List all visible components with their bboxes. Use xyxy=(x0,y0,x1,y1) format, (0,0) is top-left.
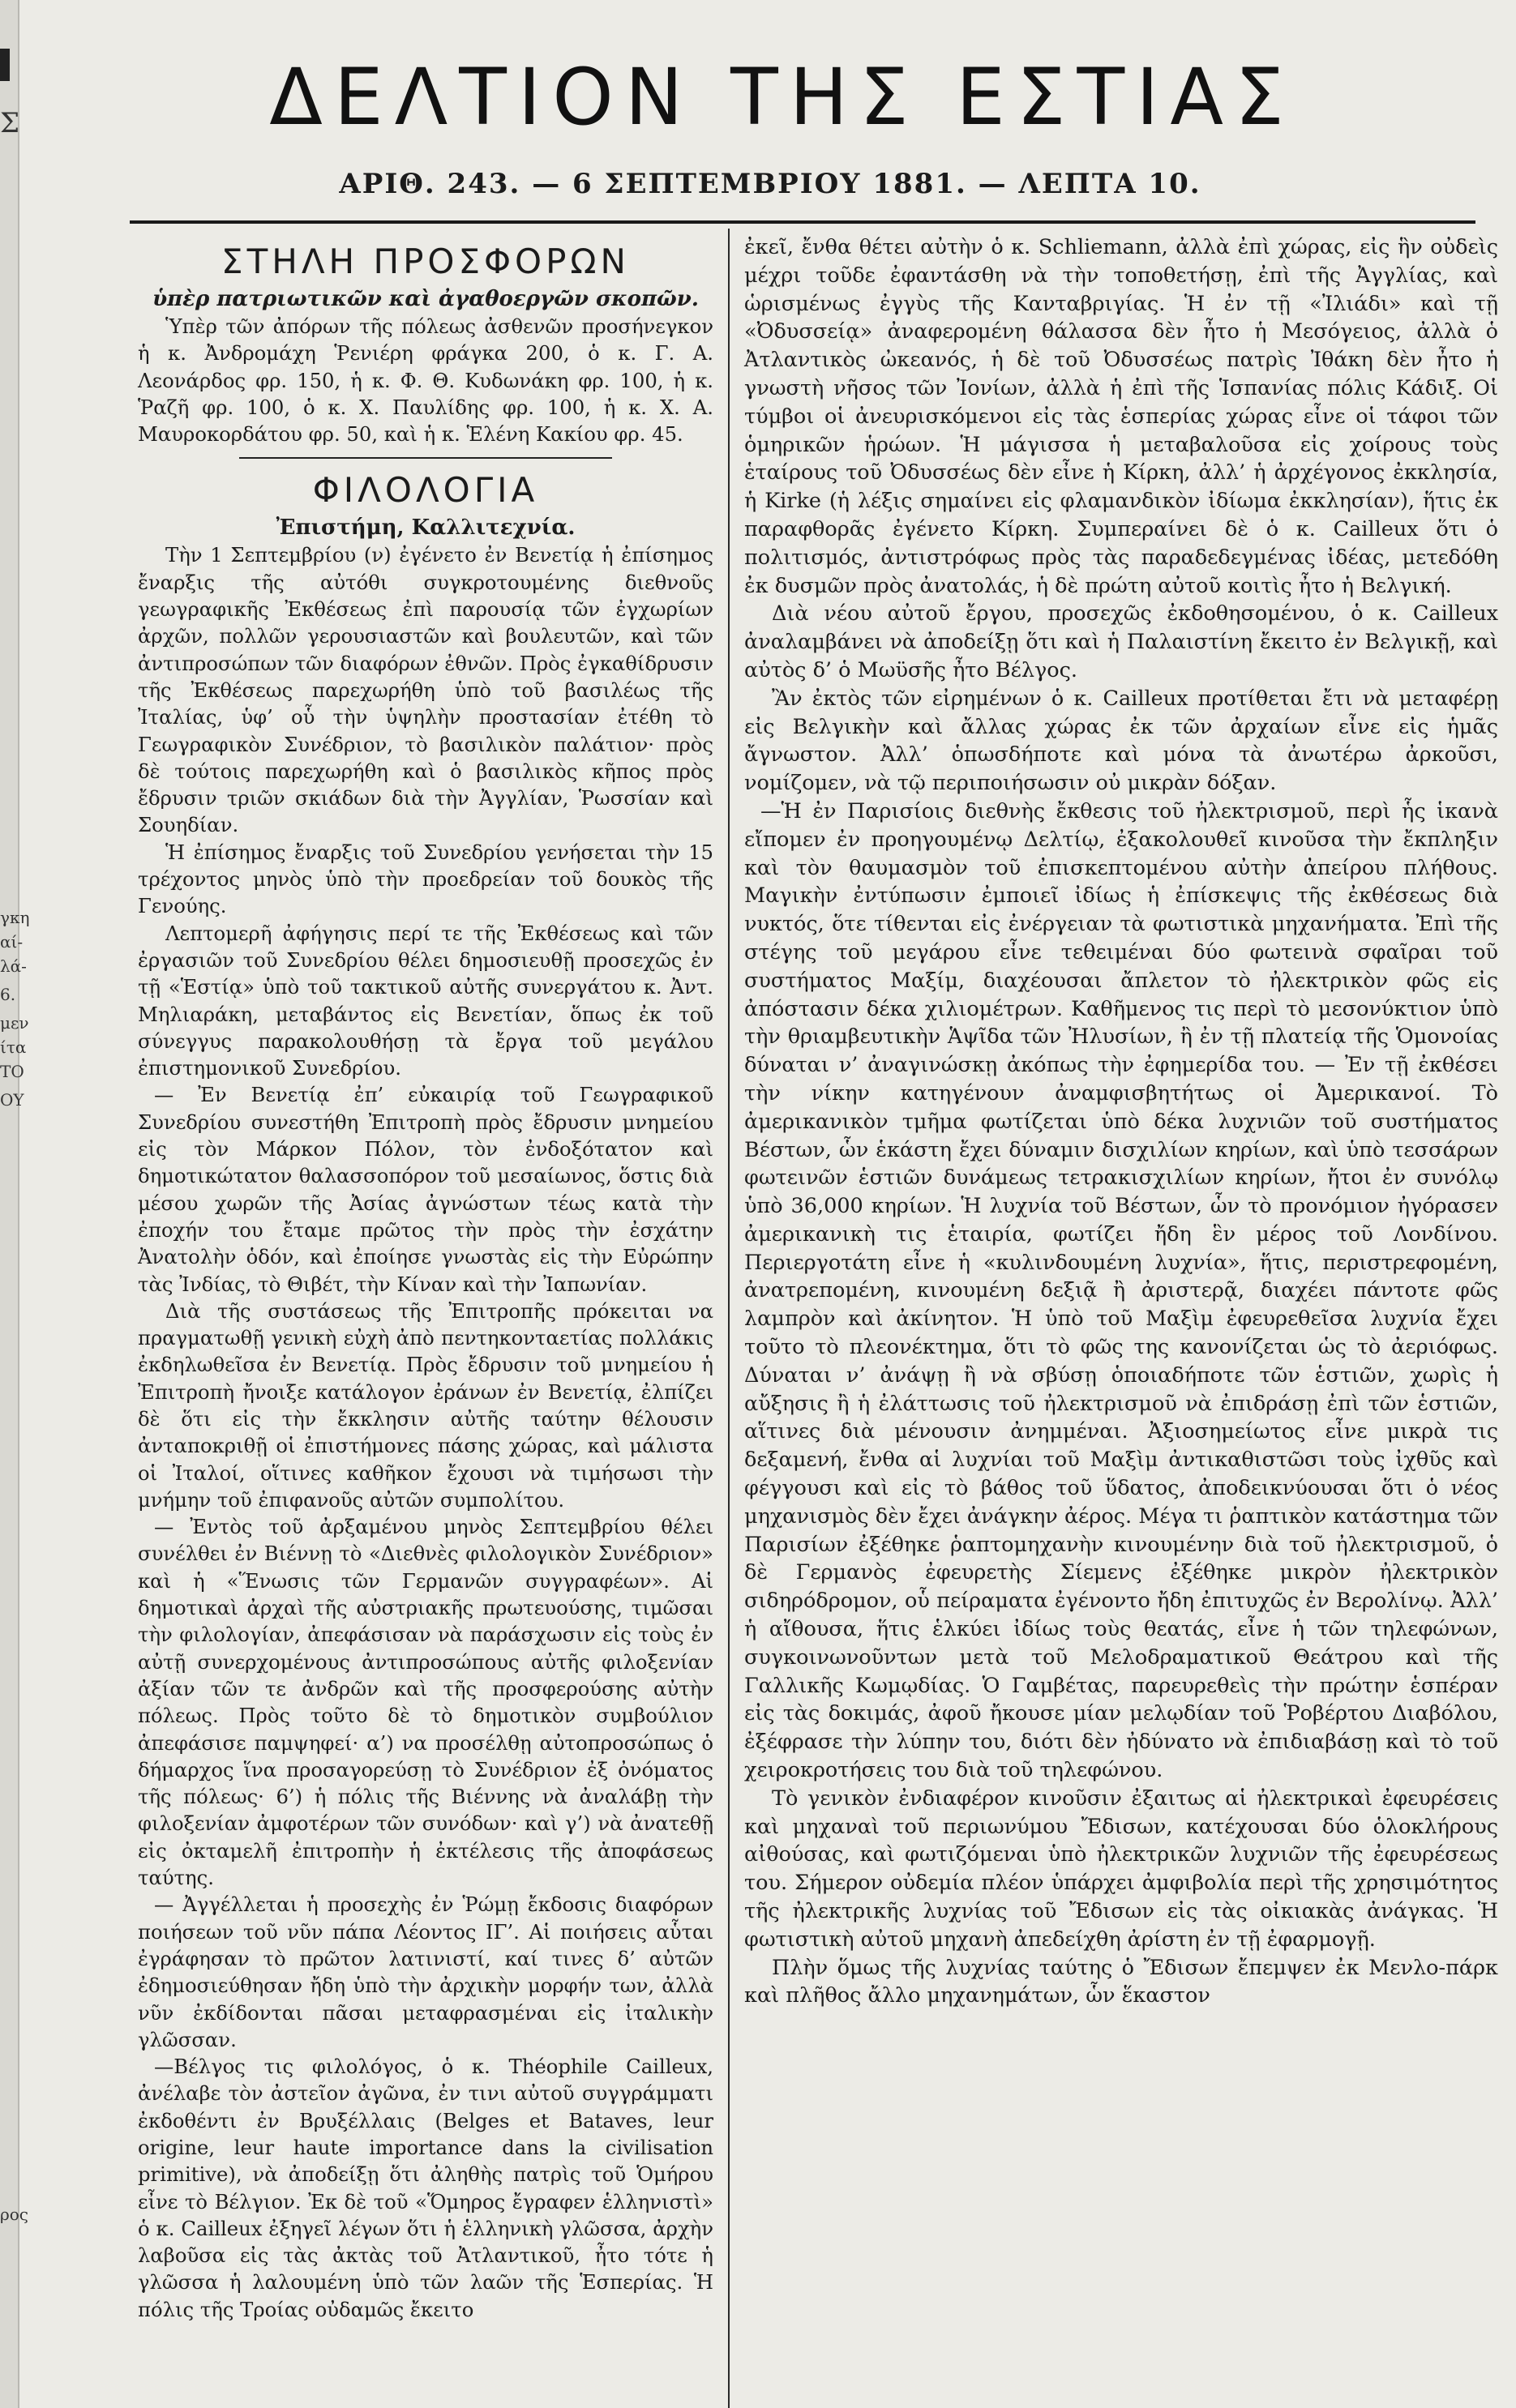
margin-fragment: ρος xyxy=(0,2205,28,2224)
article-paragraph: Διὰ τῆς συστάσεως τῆς Ἐπιτροπῆς πρόκειται να πραγματωθῇ γενικὴ εὐχὴ ἀπὸ πεντηκονταετίας πολλάκις ἐκδηλωθεῖσα ἐν Βενετίᾳ. Πρὸς ἔδρυσιν τοῦ μνημείου ἡ Ἐπιτροπὴ ἤνοιξε κατάλογον ἐράνων ἐν Βενετίᾳ, ἐλπίζει δὲ ὅτι εἰς τὴν ἔκκλησιν αὐτῆς ταύτην θέλουσιν ἀνταποκριθῇ οἱ ἐπιστήμονες πάσης χώρας, καὶ μάλιστα οἱ Ἰταλοί, οἵτινες καθῆκον ἔχουσι νὰ τιμήσωσι τὴν μνήμην τοῦ ἐπιφανοῦς αὐτῶν συμπολίτου. xyxy=(138,1298,713,1512)
article-paragraph: — Ἀγγέλλεται ἡ προσεχὴς ἐν Ῥώμῃ ἔκδοσις διαφόρων ποιήσεων τοῦ νῦν πάπα Λέοντος ΙΓ’. Αἱ ποιήσεις αὗται ἐγράφησαν τὸ πρῶτον λατινιστί, καί τινες δ’ αὐτῶν ἐδημοσιεύθησαν ἤδη ὑπὸ τὴν ἀρχικὴν μορφήν των, ἀλλὰ νῦν ἐκδίδονται πᾶσαι μεταφρασμέναι εἰς ἰταλικὴν γλῶσσαν. xyxy=(138,1893,713,2051)
article-paragraph: — Ἐν Βενετίᾳ ἐπ’ εὐκαιρίᾳ τοῦ Γεωγραφικοῦ Συνεδρίου συνεστήθη Ἐπιτροπὴ πρὸς ἔδρυσιν μνημείου εἰς τὸν Μάρκον Πόλον, τὸν ἐνδοξότατον καὶ δημοτικώτατον θαλασσοπόρον τοῦ μεσαίωνος, ὅστις διὰ μέσου χωρῶν τῆς Ἀσίας ἀγνώστων τέως κατὰ τὴν ἐποχήν του ἔταμε πρῶτος τὴν πρὸς τὴν ἐσχάτην Ἀνατολὴν ὁδόν, καὶ ἐποίησε γνωστὰς εἰς τὴν Εὐρώπην τὰς Ἰνδίας, τὸ Θιβέτ, τὴν Κίναν καὶ τὴν Ἰαπωνίαν. xyxy=(138,1083,713,1296)
margin-fragment: μεν xyxy=(0,1013,29,1033)
offers-title: ΣΤΗΛΗ ΠΡΟΣΦΟΡΩΝ xyxy=(221,242,630,281)
article-paragraph: — Ἐντὸς τοῦ ἀρξαμένου μηνὸς Σεπτεμβρίου θέλει συνέλθει ἐν Βιέννῃ τὸ «Διεθνὲς φιλολογικὸν Συνέδριον» καὶ ἡ «Ἕνωσις τῶν Γερμανῶν συγγραφέων». Αἱ δημοτικαὶ ἀρχαὶ τῆς αὐστριακῆς πρωτευούσης, τιμῶσαι τὴν φιλολογίαν, ἀπεφάσισαν νὰ παράσχωσιν εἰς τοὺς ἐν αὐτῇ συνερχομένους ἀντιπροσώπους αὐτῆς φιλοξενίαν ἀξίαν τῶν τε ἀνδρῶν καὶ τῆς προσφερούσης αὐτὴν πόλεως. Πρὸς τοῦτο δὲ τὸ δημοτικὸν συμβούλιον ἀπεφάσισε παμψηφεί· α’) να προσέλθῃ αὐτοπροσώπως ὁ δήμαρχος ἵνα προσαγορεύσῃ τὸ Συνέδριον ἐξ ὀνόματος τῆς πόλεως· 6’) ἡ πόλις τῆς Βιέννης νὰ ἀναλάβῃ τὴν φιλοξενίαν ἀμφοτέρων τῶν συνόδων· καὶ γ’) νὰ ἀνατεθῇ εἰς ὀκταμελῆ ἐπιτροπὴν ἡ ἐκτέλεσις τῆς ἀποφάσεως ταύτης. xyxy=(138,1515,713,1890)
margin-fragment: ΟΥ xyxy=(0,1090,24,1110)
margin-fragment: Σ xyxy=(0,107,20,139)
margin-fragment: 6. xyxy=(0,985,16,1004)
adjacent-page-edge xyxy=(0,0,19,2408)
margin-fragment: ΤΟ xyxy=(0,1062,24,1081)
offers-subtitle: ὑπὲρ πατριωτικῶν καὶ ἀγαθοεργῶν σκοπῶν. xyxy=(152,287,699,311)
margin-fragment: λά- xyxy=(0,956,27,976)
column-divider xyxy=(728,229,730,2408)
philology-subtitle: Ἐπιστήμη, Καλλιτεχνία. xyxy=(276,515,576,541)
article-paragraph: Ἡ ἐπίσημος ἔναρξις τοῦ Συνεδρίου γενήσεται τὴν 15 τρέχοντος μηνὸς ὑπὸ τὴν προεδρείαν τοῦ δουκὸς τῆς Γενούης. xyxy=(138,840,713,918)
article-paragraph: Πλὴν ὅμως τῆς λυχνίας ταύτης ὁ Ἔδισων ἔπεμψεν ἐκ Μενλο-πάρκ καὶ πλῆθος ἄλλο μηχανημάτων, ὧν ἕκαστον xyxy=(744,1955,1498,2008)
left-column xyxy=(138,235,713,2323)
article-paragraph: Ἂν ἐκτὸς τῶν εἰρημένων ὁ κ. Cailleux προτίθεται ἔτι νὰ μεταφέρῃ εἰς Βελγικὴν καὶ ἄλλας χώρας ἐκ τῶν ἀρχαίων εἶνε εἰς ἡμᾶς ἄγνωστον. Ἀλλ’ ὁπωσδήποτε καὶ μόνα τὰ ἀνωτέρω ἀρκοῦσι, νομίζομεν, νὰ τῷ περιποιήσωσιν οὐ μικρὰν δόξαν. xyxy=(744,686,1498,796)
offers-text: Ὑπὲρ τῶν ἀπόρων τῆς πόλεως ἀσθενῶν προσήνεγκον ἡ κ. Ἀνδρομάχη Ῥενιέρη φράγκα 200, ὁ κ. Γ. Α. Λεονάρδος φρ. 150, ἡ κ. Φ. Θ. Κυδωνάκη φρ. 100, ἡ κ. Ῥαζῆ φρ. 100, ὁ κ. Χ. Παυλίδης φρ. 100, ἡ κ. Χ. Α. Μαυροκορδάτου φρ. 50, καὶ ἡ κ. Ἑλένη Κακίου φρ. 45. xyxy=(138,314,713,447)
article-paragraph: Τὸ γενικὸν ἐνδιαφέρον κινοῦσιν ἐξαιτως αἱ ἠλεκτρικαὶ ἐφευρέσεις καὶ μηχαναὶ τοῦ περιωνύμου Ἔδισων, κατέχουσαι δύο ὁλοκλήρους αἰθούσας, καὶ φωτιζόμεναι ὑπὸ ἠλεκτρικῶν λυχνιῶν τῆς ἐφευρέσεως του. Σήμερον οὐδεμία πλέον ὑπάρχει ἀμφιβολία περὶ τῆς χρησιμότητος τῆς ἠλεκτρικῆς λυχνίας τοῦ Ἔδισων εἰς τὰς οἰκιακὰς ἀνάγκας. Ἡ φωτιστικὴ αὐτοῦ μηχανὴ ἀπεδείχθη ἀρίστη ἐν τῇ ἐφαρμογῇ. xyxy=(744,1786,1498,1952)
margin-fragment: ίτα xyxy=(0,1037,27,1057)
article-paragraph: —Ἡ ἐν Παρισίοις διεθνὴς ἔκθεσις τοῦ ἠλεκτρισμοῦ, περὶ ἧς ἱκανὰ εἴπομεν ἐν προηγουμένῳ Δελτίῳ, ἐξακολουθεῖ κινοῦσα τὴν ἔκπληξιν καὶ τὸν θαυμασμὸν τοῦ ἐπισκεπτομένου αὐτὴν ἀπείρου πλήθους. Μαγικὴν ἐντύπωσιν ἐμποιεῖ ἰδίως ἡ ἐπίσκεψις τῆς ἐκθέσεως διὰ νυκτός, ὅτε τίθενται εἰς ἐνέργειαν τὰ φωτιστικὰ μηχανήματα. Ἐπὶ τῆς στέγης τοῦ μεγάρου εἶνε τεθειμέναι δύο φωτεινὰ σφαῖραι τοῦ συστήματος Μαξίμ, διαχέουσαι ἄπλετον τὸ ἠλεκτρικὸν φῶς εἰς ἀπόστασιν δέκα χιλιομέτρων. Καθῆμενος τις περὶ τὸ μεσονύκτιον ὑπὸ τὴν θριαμβευτικὴν Ἁψῖδα τῶν Ἠλυσίων, ἢ ἐν τῇ πλατείᾳ τῆς Ὁμονοίας δύναται ν’ ἀναγινώσκῃ ἀκόπως τὴν ἐφημερίδα του. — Ἐν τῇ ἐκθέσει τὴν νίκην κατηγένουν ἀναμφισβητήτως οἱ Ἀμερικανοί. Τὸ ἀμερικανικὸν τμῆμα φωτίζεται ὑπὸ δέκα λυχνιῶν τοῦ συστήματος Βέστων, ὧν ἑκάστη ἔχει δύναμιν δισχιλίων κηρίων, καὶ ὑπὸ τεσσάρων φωτεινῶν ἑστιῶν δυνάμεως τετρακισχιλίων κηρίων, ἤτοι ἐν συνόλῳ ὑπὸ 36,000 κηρίων. Ἡ λυχνία τοῦ Βέστων, ὧν τὸ προνόμιον ἠγόρασεν ἀμερικανικὴ τις ἑταιρία, φωτίζει ἤδη ἓν μέρος τοῦ Λονδίνου. Περιεργοτάτη εἶνε ἡ «κυλινδουμένη λυχνία», ἥτις, περιστρεφομένη, ἀνατρεπομένη, κινουμένη δεξιᾷ ἢ ἀριστερᾷ, διαχέει πάντοτε φῶς λαμπρὸν καὶ ἀκίνητον. Ἡ ὑπὸ τοῦ Μαξὶμ ἐφευρεθεῖσα λυχνία ἔχει τοῦτο τὸ πλεονέκτημα, ὅτι τὸ φῶς της κανονίζεται ὡς τὸ ἀεριόφως. Δύναται ν’ ἀνάψῃ ἢ νὰ σβύσῃ ὁποιαδήποτε τῶν ἑστιῶν, χωρὶς ἡ αὔξησις ἢ ἡ ἐλάττωσις τοῦ ἠλεκτρισμοῦ νὰ ἐπιδράσῃ ἐπὶ τῶν ἑστιῶν, αἵτινες διὰ μένουσιν ἀνημμέναι. Ἀξιοσημείωτος εἶνε μικρὰ τις δεξαμενή, ἔνθα αἱ λυχνίαι τοῦ Μαξὶμ ἀντικαθιστῶσι τοὺς ἰχθῦς καὶ φέγγουσι καὶ εἰς τὸ βάθος τοῦ ὕδατος, ἀποδεικνύουσαι ὅτι ὁ νέος μηχανισμὸς δὲν ἔχει ἀνάγκην ἀέρος. Μέγα τι ῥαπτικὸν κατάστημα τῶν Παρισίων ἐξέθηκε ῥαπτομηχανὴν κινουμένην διὰ τοῦ ἠλεκτρισμοῦ, ὁ δὲ Γερμανὸς ἐφευρετὴς Σίεμενς ἐξέθηκε μικρὸν ἠλεκτρικὸν σιδηρόδρομον, οὗ πείραματα ἐγένοντο ἤδη ἐπιτυχῶς ἐν Βερολίνῳ. Ἀλλ’ ἡ αἴθουσα, ἥτις ἑλκύει ἰδίως τοὺς θεατάς, εἶνε ἡ τῶν τηλεφώνων, συγκοινωνοῦντων μετὰ τοῦ Μελοδραματικοῦ Θεάτρου καὶ τῆς Γαλλικῆς Κωμῳδίας. Ὁ Γαμβέτας, παρευρεθεὶς τὴν πρώτην ἑσπέραν εἰς τὰς δοκιμάς, ἀφοῦ ἤκουσε μίαν μελῳδίαν τοῦ Ῥοβέρτου Διαβόλου, ἐξέφρασε τὴν λύπην του, διότι δὲν ἠδύνατο νὰ ἐπιδιαβάσῃ καὶ τὸ τοῦ χειροκροτήσεις του διὰ τοῦ τηλεφώνου. xyxy=(744,798,1498,1783)
article-paragraph: ἐκεῖ, ἔνθα θέτει αὐτὴν ὁ κ. Schliemann, ἀλλὰ ἐπὶ χώρας, εἰς ἣν οὐδεὶς μέχρι τοῦδε ἐφαντάσθη νὰ τὴν τοποθετήσῃ, ἐπὶ τῆς Ἀγγλίας, καὶ ὡρισμένως ἐγγὺς τῆς Κανταβριγίας. Ἡ ἐν τῇ «Ἰλιάδι» καὶ τῇ «Ὀδυσσείᾳ» ἀναφερομένη θάλασσα δὲν ἦτο ἡ Μεσόγειος, ἀλλὰ ὁ Ἀτλαντικὸς ὠκεανός, ἡ δὲ τοῦ Ὀδυσσέως πατρὶς Ἰθάκη δὲν ἦτο ἡ γνωστὴ νῆσος τῶν Ἰονίων, ἀλλὰ ἡ ἐπὶ τῆς Ἱσπανίας πόλις Κάδιξ. Οἱ τύμβοι οἱ ἀνευρισκόμενοι εἰς τὰς ἑσπερίας χώρας εἶνε οἱ τάφοι τῶν ὁμηρικῶν ἡρώων. Ἡ μάγισσα ἡ μεταβαλοῦσα εἰς χοίρους τοὺς ἑταίρους τοῦ Ὀδυσσέως δὲν εἶνε ἡ Κίρκη, ἀλλ’ ἡ ἀρχέγονος ἐκκλησία, ἡ Kirke (ἡ λέξις σημαίνει εἰς φλαμανδικὸν ἰδίωμα ἐκκλησίαν), ἥτις ἐκ παραφθορᾶς ἐγένετο Κίρκη. Συμπεραίνει δὲ ὁ κ. Cailleux ὅτι ὁ πολιτισμός, ἀντιστρόφως πρὸς τὰς παραδεδεγμένας ἰδέας, μετεδόθη ἐκ δυσμῶν πρὸς ἀνατολάς, ἡ δὲ πρώτη αὐτοῦ κοιτὶς ἦτο ἡ Βελγική. xyxy=(744,235,1498,598)
binding-mark xyxy=(0,49,10,81)
article-paragraph: Διὰ νέου αὐτοῦ ἔργου, προσεχῶς ἐκδοθησομένου, ὁ κ. Cailleux ἀναλαμβάνει νὰ ἀποδείξῃ ὅτι καὶ ἡ Παλαιστίνη ἔκειτο ἐν Βελγικῇ, καὶ αὐτὸς δ’ ὁ Μωϋσῆς ἦτο Βέλγος. xyxy=(744,601,1498,682)
article-paragraph: Λεπτομερῆ ἀφήγησις περί τε τῆς Ἐκθέσεως καὶ τῶν ἐργασιῶν τοῦ Συνεδρίου θέλει δημοσιευθῇ προσεχῶς ἐν τῇ «Ἑστίᾳ» ὑπὸ τοῦ τακτικοῦ αὐτῆς συνεργάτου κ. Ἀντ. Μηλιαράκη, μεταβάντος εἰς Βενετίαν, ὅπως ἐκ τοῦ σύνεγγυς παρακολουθήσῃ τὰ ἔργα τοῦ μεγάλου ἐπιστημονικοῦ Συνεδρίου. xyxy=(138,921,713,1080)
margin-fragment: αί- xyxy=(0,932,24,952)
issue-line: ΑΡΙΘ. 243. — 6 ΣΕΠΤΕΜΒΡΙΟΥ 1881. — ΛΕΠΤΑ 10. xyxy=(339,168,1201,200)
section-divider xyxy=(239,457,612,459)
philology-title: ΦΙΛΟΛΟΓΙΑ xyxy=(312,470,539,511)
article-paragraph: Τὴν 1 Σεπτεμβρίου (ν) ἐγένετο ἐν Βενετίᾳ ἡ ἐπίσημος ἔναρξις τῆς αὐτόθι συγκροτουμένης διεθνοῦς γεωγραφικῆς Ἐκθέσεως ἐπὶ παρουσίᾳ τῶν ἐγχωρίων ἀρχῶν, πολλῶν γερουσιαστῶν καὶ βουλευτῶν, καὶ τῶν ἀντιπροσώπων τῶν διαφόρων ἐθνῶν. Πρὸς ἐγκαθίδρυσιν τῆς Ἐκθέσεως παρεχωρήθη ὑπὸ τοῦ βασιλέως τῆς Ἰταλίας, ὑφ’ οὗ τὴν ὑψηλὴν προστασίαν ἐτέθη τὸ Γεωγραφικὸν Συνέδριον, τὸ βασιλικὸν παλάτιον· πρὸς δὲ τούτοις παρεχωρήθη καὶ ὁ βασιλικὸς κῆπος πρὸς ἔδρυσιν τριῶν σκιάδων διὰ τὴν Ἀγγλίαν, Ῥωσσίαν καὶ Σουηδίαν. xyxy=(138,543,714,837)
right-column xyxy=(744,233,1498,2010)
masthead-title: ΔΕΛΤΙΟΝ ΤΗΣ ΕΣΤΙΑΣ xyxy=(269,52,1295,143)
margin-fragment: γκη xyxy=(0,908,30,927)
article-paragraph: —Βέλγος τις φιλολόγος, ὁ κ. Théophile Cailleux, ἀνέλαβε τὸν ἀστεῖον ἀγῶνα, ἐν τινι αὐτοῦ συγγράμματι ἐκδοθέντι ἐν Βρυξέλλαις (Belges et Bataves, leur origine, leur haute importance dans la civilisation primitive), νὰ ἀποδείξῃ ὅτι ἀληθὴς πατρὶς τοῦ Ὁμήρου εἶνε τὸ Βέλγιον. Ἐκ δὲ τοῦ «Ὅμηρος ἔγραφεν ἑλληνιστὶ» ὁ κ. Cailleux ἐξηγεῖ λέγων ὅτι ἡ ἑλληνικὴ γλῶσσα, ἀρχὴν λαβοῦσα εἰς τὰς ἀκτὰς τοῦ Ἀτλαντικοῦ, ἦτο τότε ἡ γλῶσσα ἡ λαλουμένη ὑπὸ τῶν λαῶν τῆς Ἑσπερίας. Ἡ πόλις τῆς Τροίας οὐδαμῶς ἔκειτο xyxy=(138,2055,713,2321)
header-rule xyxy=(130,220,1475,224)
